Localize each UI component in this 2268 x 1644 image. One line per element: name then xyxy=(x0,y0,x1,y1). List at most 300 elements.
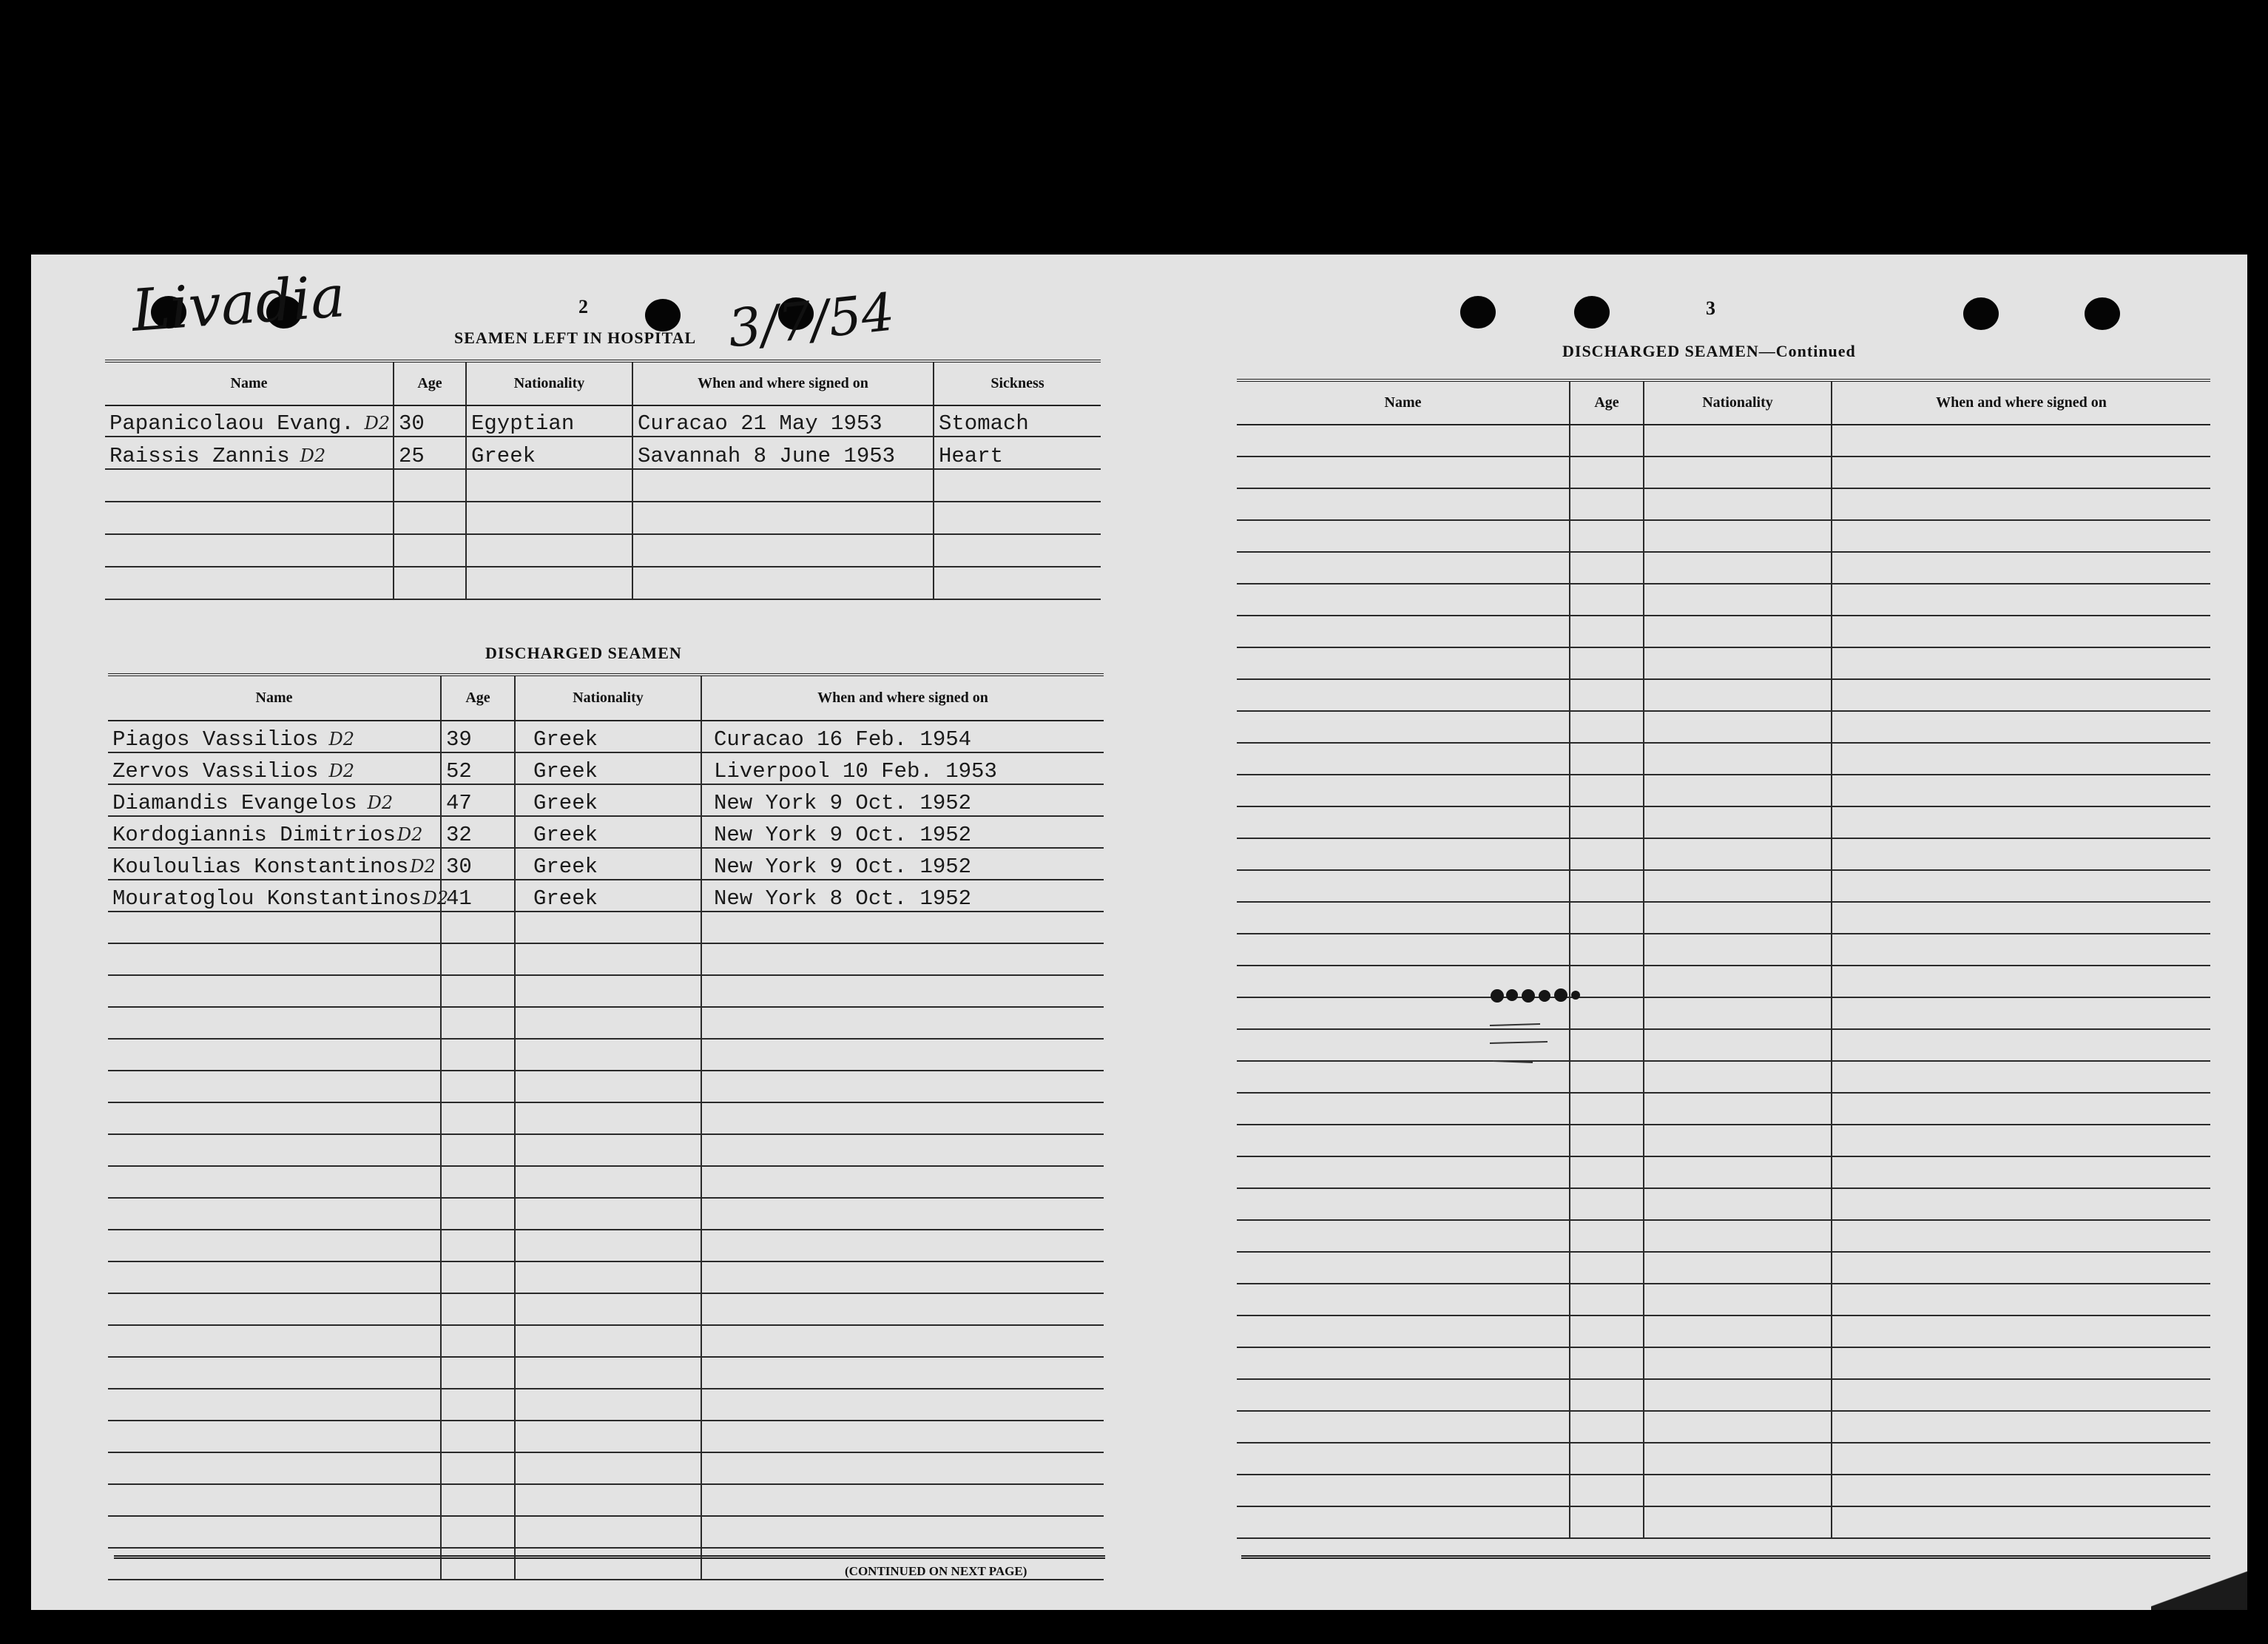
column-header-nationality: Nationality xyxy=(1644,380,1832,425)
blank-cell xyxy=(1644,647,1832,679)
column-header-signed-on: When and where signed on xyxy=(632,361,934,405)
blank-cell xyxy=(515,912,701,943)
blank-cell xyxy=(701,1484,1104,1516)
page-number: 3 xyxy=(1706,297,1715,319)
blank-cell xyxy=(441,1357,515,1389)
blank-cell xyxy=(1644,1093,1832,1125)
blank-cell xyxy=(1644,711,1832,743)
blank-cell xyxy=(1832,1093,2210,1125)
blank-table-row xyxy=(1237,457,2210,488)
blank-cell xyxy=(1832,520,2210,552)
blank-cell xyxy=(515,1516,701,1548)
handwritten-date: 3/7/54 xyxy=(725,281,897,360)
blank-cell xyxy=(1237,1220,1570,1252)
blank-cell xyxy=(1237,1252,1570,1284)
page-fold xyxy=(2151,1558,2247,1610)
blank-cell xyxy=(515,1293,701,1325)
continued-note: (CONTINUED ON NEXT PAGE) xyxy=(845,1564,1027,1578)
seaman-age: 39 xyxy=(441,721,515,752)
seaman-nationality: Greek xyxy=(515,816,701,848)
blank-cell xyxy=(515,1198,701,1230)
continued-section-title: DISCHARGED SEAMEN—Continued xyxy=(1562,342,1856,360)
blank-table-row xyxy=(1237,997,2210,1029)
blank-cell xyxy=(701,1166,1104,1198)
blank-cell xyxy=(1644,838,1832,870)
blank-cell xyxy=(108,1293,441,1325)
blank-cell xyxy=(1570,775,1644,806)
blank-cell xyxy=(1237,902,1570,934)
blank-cell xyxy=(441,1421,515,1452)
seaman-nationality: Greek xyxy=(466,437,632,469)
blank-cell xyxy=(1570,520,1644,552)
blank-cell xyxy=(441,1484,515,1516)
blank-cell xyxy=(1237,457,1570,488)
blank-cell xyxy=(1832,425,2210,457)
blank-cell xyxy=(1832,1443,2210,1475)
blank-table-row xyxy=(1237,1252,2210,1284)
table-row xyxy=(105,405,1101,437)
blank-cell xyxy=(1644,1506,1832,1538)
seaman-name: Raissis Zannis D2 xyxy=(105,437,394,469)
blank-table-row xyxy=(108,1134,1104,1166)
blank-cell xyxy=(1237,520,1570,552)
column-header-age: Age xyxy=(1570,380,1644,425)
blank-cell xyxy=(515,1389,701,1421)
blank-cell xyxy=(441,1198,515,1230)
left-page xyxy=(31,255,1141,1610)
table-row xyxy=(108,848,1104,880)
blank-cell xyxy=(1644,806,1832,838)
seaman-nationality: Greek xyxy=(515,784,701,816)
blank-cell xyxy=(1832,1188,2210,1220)
blank-cell xyxy=(1644,997,1832,1029)
table-row xyxy=(105,534,1101,567)
blank-table-row xyxy=(1237,1506,2210,1538)
blank-cell xyxy=(515,1484,701,1516)
blank-cell xyxy=(1832,1220,2210,1252)
blank-cell xyxy=(108,1389,441,1421)
blank-cell xyxy=(1644,1061,1832,1093)
blank-cell xyxy=(1570,425,1644,457)
blank-cell xyxy=(1644,584,1832,616)
blank-cell xyxy=(1644,1125,1832,1156)
blank-cell xyxy=(1237,584,1570,616)
blank-cell xyxy=(108,912,441,943)
blank-table-row xyxy=(1237,1443,2210,1475)
blank-cell xyxy=(1570,1220,1644,1252)
blank-cell xyxy=(1570,1411,1644,1443)
blank-cell xyxy=(108,1134,441,1166)
blank-cell xyxy=(1832,997,2210,1029)
blank-table-row xyxy=(108,912,1104,943)
blank-table-row xyxy=(108,1261,1104,1293)
blank-cell xyxy=(515,1421,701,1452)
blank-cell xyxy=(1832,647,2210,679)
blank-table-row xyxy=(1237,1188,2210,1220)
blank-table-row xyxy=(108,1230,1104,1261)
blank-cell xyxy=(1237,1411,1570,1443)
seaman-name: Mouratoglou KonstantinosD2 xyxy=(108,880,441,912)
blank-cell xyxy=(515,1230,701,1261)
hospital-section-title: SEAMEN LEFT IN HOSPITAL xyxy=(454,329,697,347)
seaman-age: 32 xyxy=(441,816,515,848)
punch-hole xyxy=(645,299,681,331)
blank-table-row xyxy=(108,1421,1104,1452)
blank-cell xyxy=(1570,679,1644,711)
blank-cell xyxy=(1832,1156,2210,1188)
blank-cell xyxy=(1832,934,2210,966)
blank-table-row xyxy=(108,1516,1104,1548)
blank-table-row xyxy=(108,1293,1104,1325)
blank-cell xyxy=(1570,457,1644,488)
blank-table-row xyxy=(108,1325,1104,1357)
column-header-signed-on: When and where signed on xyxy=(1832,380,2210,425)
blank-cell xyxy=(441,1166,515,1198)
blank-cell xyxy=(1570,488,1644,520)
blank-cell xyxy=(1644,552,1832,584)
blank-cell xyxy=(441,975,515,1007)
blank-cell xyxy=(1570,552,1644,584)
table-row xyxy=(105,567,1101,599)
blank-cell xyxy=(1832,838,2210,870)
blank-cell xyxy=(108,1484,441,1516)
blank-cell xyxy=(1644,488,1832,520)
blank-table-row xyxy=(1237,1315,2210,1347)
ship-manifest-sheet xyxy=(31,255,2247,1610)
handwritten-mark: D2 xyxy=(300,445,326,466)
blank-table-row xyxy=(1237,1061,2210,1093)
blank-cell xyxy=(1570,1506,1644,1538)
blank-cell xyxy=(1237,870,1570,902)
seaman-name: Papanicolaou Evang. D2 xyxy=(105,405,394,437)
blank-cell xyxy=(1644,616,1832,647)
blank-cell xyxy=(108,943,441,975)
blank-cell xyxy=(1832,1061,2210,1093)
blank-cell xyxy=(108,1039,441,1071)
blank-table-row xyxy=(1237,966,2210,997)
blank-cell xyxy=(701,912,1104,943)
blank-cell xyxy=(441,1071,515,1102)
blank-table-row xyxy=(1237,520,2210,552)
blank-cell xyxy=(515,1039,701,1071)
blank-cell xyxy=(701,1325,1104,1357)
column-header-name: Name xyxy=(105,361,394,405)
column-header-name: Name xyxy=(1237,380,1570,425)
seaman-name: Zervos Vassilios D2 xyxy=(108,752,441,784)
blank-table-row xyxy=(108,1071,1104,1102)
blank-cell xyxy=(441,943,515,975)
blank-cell xyxy=(1832,1506,2210,1538)
punch-hole xyxy=(1963,297,1999,330)
column-header-sickness: Sickness xyxy=(934,361,1101,405)
blank-table-row xyxy=(108,943,1104,975)
blank-cell xyxy=(701,1198,1104,1230)
blank-cell xyxy=(1237,806,1570,838)
blank-cell xyxy=(1832,806,2210,838)
seaman-nationality: Greek xyxy=(515,752,701,784)
blank-table-row xyxy=(1237,902,2210,934)
blank-cell xyxy=(108,1548,441,1580)
seaman-age: 25 xyxy=(394,437,466,469)
blank-cell xyxy=(1570,616,1644,647)
seaman-nationality: Greek xyxy=(515,848,701,880)
blank-cell xyxy=(701,943,1104,975)
blank-cell xyxy=(701,1039,1104,1071)
seaman-signed-on: Curacao 21 May 1953 xyxy=(632,405,934,437)
blank-table-row xyxy=(1237,775,2210,806)
blank-cell xyxy=(1570,647,1644,679)
bottom-rule xyxy=(1241,1555,2210,1559)
blank-cell xyxy=(441,912,515,943)
handwritten-mark: D2 xyxy=(410,856,436,877)
blank-cell xyxy=(515,1102,701,1134)
blank-table-row xyxy=(1237,616,2210,647)
blank-table-row xyxy=(1237,647,2210,679)
blank-table-row xyxy=(1237,425,2210,457)
blank-table-row xyxy=(108,1484,1104,1516)
punch-hole xyxy=(1460,296,1496,329)
blank-cell xyxy=(701,1261,1104,1293)
blank-cell xyxy=(1570,1315,1644,1347)
blank-cell xyxy=(1644,743,1832,775)
blank-cell xyxy=(1237,775,1570,806)
blank-cell xyxy=(1644,1188,1832,1220)
seaman-name: Diamandis Evangelos D2 xyxy=(108,784,441,816)
blank-cell xyxy=(1832,488,2210,520)
blank-cell xyxy=(1237,1443,1570,1475)
blank-table-row xyxy=(108,1102,1104,1134)
blank-cell xyxy=(1832,870,2210,902)
blank-cell xyxy=(701,1102,1104,1134)
blank-cell xyxy=(1237,552,1570,584)
handwritten-mark: D2 xyxy=(422,888,449,909)
column-header-age: Age xyxy=(441,675,515,721)
blank-cell xyxy=(441,1325,515,1357)
blank-cell xyxy=(1644,1411,1832,1443)
blank-cell xyxy=(1832,1252,2210,1284)
blank-cell xyxy=(515,1325,701,1357)
blank-cell xyxy=(108,1198,441,1230)
blank-cell xyxy=(1644,1475,1832,1506)
blank-cell xyxy=(1644,679,1832,711)
blank-cell xyxy=(1832,1029,2210,1061)
blank-cell xyxy=(515,1548,701,1580)
blank-cell xyxy=(1832,1125,2210,1156)
blank-table-row xyxy=(108,1198,1104,1230)
seaman-nationality: Egyptian xyxy=(466,405,632,437)
blank-cell xyxy=(1832,552,2210,584)
blank-table-row xyxy=(1237,1156,2210,1188)
blank-cell xyxy=(1570,806,1644,838)
blank-cell xyxy=(1237,934,1570,966)
blank-cell xyxy=(1832,457,2210,488)
blank-cell xyxy=(1570,743,1644,775)
table-row xyxy=(105,502,1101,534)
handwritten-mark: D2 xyxy=(328,761,354,781)
seaman-signed-on: New York 9 Oct. 1952 xyxy=(701,816,1104,848)
blank-table-row xyxy=(1237,1475,2210,1506)
blank-cell xyxy=(1832,1315,2210,1347)
blank-cell xyxy=(1237,1125,1570,1156)
blank-cell xyxy=(1644,775,1832,806)
blank-cell xyxy=(441,1293,515,1325)
blank-cell xyxy=(1832,1347,2210,1379)
column-header-name: Name xyxy=(108,675,441,721)
bottom-rule xyxy=(114,1555,1105,1559)
punch-hole xyxy=(2085,297,2120,330)
handwritten-mark: D2 xyxy=(328,729,354,749)
blank-table-row xyxy=(1237,1379,2210,1411)
blank-table-row xyxy=(108,1039,1104,1071)
blank-cell xyxy=(1644,966,1832,997)
blank-table-row xyxy=(1237,934,2210,966)
handwritten-mark: D2 xyxy=(364,413,391,434)
blank-cell xyxy=(441,1134,515,1166)
table-row xyxy=(105,469,1101,502)
blank-cell xyxy=(515,1007,701,1039)
blank-cell xyxy=(441,1548,515,1580)
blank-cell xyxy=(1237,1475,1570,1506)
blank-cell xyxy=(515,1134,701,1166)
blank-cell xyxy=(1570,1347,1644,1379)
blank-cell xyxy=(1237,647,1570,679)
blank-cell xyxy=(701,975,1104,1007)
blank-cell xyxy=(701,1293,1104,1325)
blank-cell xyxy=(108,1071,441,1102)
blank-cell xyxy=(108,1325,441,1357)
seaman-nationality: Greek xyxy=(515,880,701,912)
blank-cell xyxy=(108,1102,441,1134)
blank-cell xyxy=(108,1166,441,1198)
blank-cell xyxy=(1570,1379,1644,1411)
blank-cell xyxy=(701,1516,1104,1548)
table-row xyxy=(108,752,1104,784)
seaman-age: 30 xyxy=(394,405,466,437)
blank-cell xyxy=(108,1516,441,1548)
blank-table-row xyxy=(108,1452,1104,1484)
ink-smudge xyxy=(1481,980,1658,1083)
blank-cell xyxy=(1644,934,1832,966)
blank-cell xyxy=(1570,584,1644,616)
blank-cell xyxy=(1832,775,2210,806)
blank-table-row xyxy=(1237,806,2210,838)
blank-cell xyxy=(701,1421,1104,1452)
seaman-age: 52 xyxy=(441,752,515,784)
blank-cell xyxy=(515,1261,701,1293)
blank-cell xyxy=(701,1134,1104,1166)
blank-cell xyxy=(1570,1443,1644,1475)
handwritten-mark: D2 xyxy=(396,824,423,845)
blank-cell xyxy=(1644,1379,1832,1411)
blank-cell xyxy=(1832,616,2210,647)
blank-cell xyxy=(1237,1379,1570,1411)
blank-table-row xyxy=(108,975,1104,1007)
blank-cell xyxy=(1644,457,1832,488)
punch-hole xyxy=(1574,296,1610,329)
blank-cell xyxy=(441,1261,515,1293)
blank-cell xyxy=(701,1071,1104,1102)
blank-cell xyxy=(1237,425,1570,457)
blank-table-row xyxy=(1237,1093,2210,1125)
blank-table-row xyxy=(1237,679,2210,711)
blank-cell xyxy=(1644,1315,1832,1347)
blank-cell xyxy=(1570,711,1644,743)
blank-cell xyxy=(1832,679,2210,711)
seaman-signed-on: Liverpool 10 Feb. 1953 xyxy=(701,752,1104,784)
blank-cell xyxy=(515,1166,701,1198)
blank-cell xyxy=(1644,1443,1832,1475)
blank-table-row xyxy=(1237,1029,2210,1061)
blank-cell xyxy=(701,1230,1104,1261)
blank-table-row xyxy=(1237,488,2210,520)
blank-cell xyxy=(701,1452,1104,1484)
blank-table-row xyxy=(1237,584,2210,616)
discharged-table xyxy=(108,673,1104,1580)
seaman-signed-on: New York 8 Oct. 1952 xyxy=(701,880,1104,912)
right-page xyxy=(1170,255,2247,1610)
blank-cell xyxy=(1644,425,1832,457)
blank-cell xyxy=(701,1007,1104,1039)
page-number: 2 xyxy=(578,296,588,317)
blank-cell xyxy=(441,1230,515,1261)
blank-table-row xyxy=(1237,870,2210,902)
blank-cell xyxy=(515,1357,701,1389)
blank-cell xyxy=(108,1452,441,1484)
blank-cell xyxy=(441,1516,515,1548)
blank-cell xyxy=(441,1007,515,1039)
blank-cell xyxy=(1644,1029,1832,1061)
blank-cell xyxy=(1570,1125,1644,1156)
blank-table-row xyxy=(108,1007,1104,1039)
blank-cell xyxy=(1237,1156,1570,1188)
column-header-signed-on: When and where signed on xyxy=(701,675,1104,721)
blank-cell xyxy=(1832,1379,2210,1411)
blank-cell xyxy=(108,1007,441,1039)
blank-cell xyxy=(1644,1220,1832,1252)
blank-cell xyxy=(1237,1188,1570,1220)
blank-cell xyxy=(1237,711,1570,743)
discharged-section-title: DISCHARGED SEAMEN xyxy=(485,644,682,662)
seaman-sickness: Heart xyxy=(934,437,1101,469)
blank-cell xyxy=(1570,902,1644,934)
blank-table-row xyxy=(1237,1220,2210,1252)
blank-cell xyxy=(1644,1347,1832,1379)
table-row xyxy=(108,784,1104,816)
blank-cell xyxy=(1832,711,2210,743)
blank-cell xyxy=(1570,934,1644,966)
seaman-name: Piagos Vassilios D2 xyxy=(108,721,441,752)
seaman-signed-on: New York 9 Oct. 1952 xyxy=(701,784,1104,816)
hospital-table xyxy=(105,360,1101,600)
blank-table-row xyxy=(108,1166,1104,1198)
blank-cell xyxy=(1832,1284,2210,1315)
blank-cell xyxy=(441,1102,515,1134)
blank-cell xyxy=(701,1357,1104,1389)
blank-cell xyxy=(1644,870,1832,902)
blank-cell xyxy=(1237,1093,1570,1125)
blank-cell xyxy=(1832,1475,2210,1506)
blank-cell xyxy=(108,975,441,1007)
blank-cell xyxy=(1570,1475,1644,1506)
blank-cell xyxy=(1570,1093,1644,1125)
blank-cell xyxy=(1832,1411,2210,1443)
handwritten-mark: D2 xyxy=(367,792,394,813)
blank-cell xyxy=(1570,870,1644,902)
blank-cell xyxy=(1237,1284,1570,1315)
table-row xyxy=(105,437,1101,469)
blank-cell xyxy=(1237,679,1570,711)
blank-cell xyxy=(1644,1156,1832,1188)
